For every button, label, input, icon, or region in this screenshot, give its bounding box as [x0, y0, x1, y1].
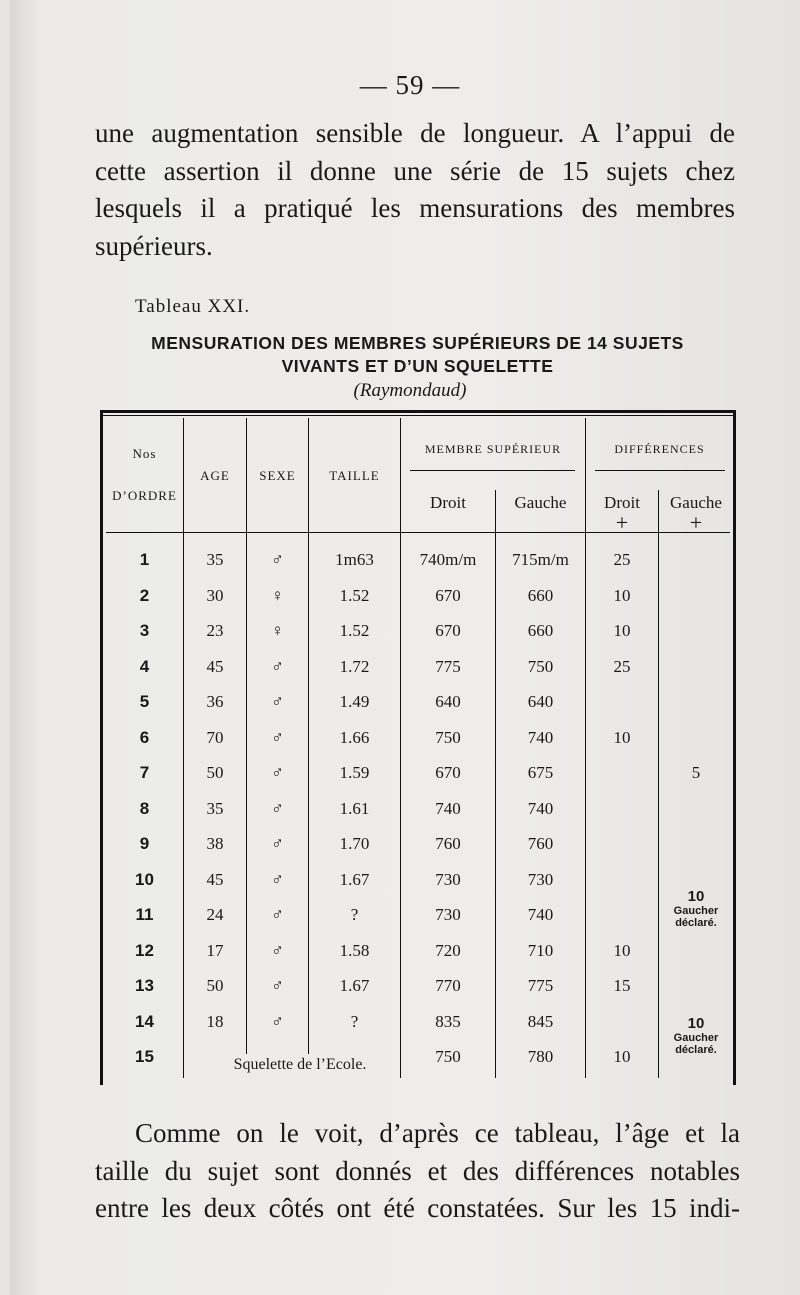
cell-n: 14 — [135, 1011, 154, 1031]
cell-taille: 1.66 — [339, 727, 370, 747]
cell-droit: 670 — [435, 585, 461, 605]
cell-age: 35 — [206, 550, 224, 569]
cell-age: 35 — [206, 798, 224, 818]
cell-n: 15 — [135, 1047, 154, 1066]
cell-gauche: 660 — [527, 621, 554, 640]
measurement-table — [100, 410, 736, 1085]
cell-diff-droit: 10 — [613, 621, 631, 640]
cell-n: 2 — [139, 585, 150, 605]
cell-taille: ? — [350, 905, 359, 924]
cell-sexe: ♂ — [271, 869, 284, 889]
table-top-rule — [100, 410, 736, 413]
cell-n: 11 — [135, 905, 154, 924]
cell-n: 13 — [135, 976, 154, 995]
cell-droit: 740m/m — [419, 550, 477, 569]
cell-gauche: 715m/m — [512, 550, 569, 569]
header-ordre: D’ORDRE — [112, 488, 177, 503]
cell-droit: 670 — [435, 621, 461, 640]
cell-age: 45 — [206, 869, 224, 889]
cell-sexe: ♀ — [271, 585, 284, 605]
header-droit: Droit — [430, 493, 466, 512]
cell-diff-droit: 25 — [613, 656, 631, 676]
cell-diff-droit: 10 — [613, 940, 631, 960]
cell-taille: 1.59 — [339, 763, 370, 782]
cell-droit: 770 — [435, 976, 461, 995]
cell-age: 38 — [206, 834, 224, 853]
cell-age: 36 — [206, 692, 224, 711]
cell-age: 17 — [206, 940, 224, 960]
paragraph-line: entre les deux côtés ont été constatées. Sur les 15 indi- — [95, 1193, 740, 1223]
cell-sexe: ♂ — [271, 763, 284, 782]
table-top-rule-thin — [100, 415, 736, 416]
cell-gauche: 710 — [527, 940, 554, 960]
plus-sign-droit: + — [615, 510, 629, 535]
cell-diff-gauche: 5 — [691, 763, 701, 782]
cell-gauche: 640 — [527, 692, 554, 711]
table-label: Tableau XXI. — [135, 296, 251, 317]
cell-droit: 730 — [435, 869, 461, 889]
squelette-label: Squelette de l’Ecole. — [233, 1056, 367, 1073]
cell-taille: 1.58 — [339, 940, 370, 960]
cell-taille: 1m63 — [335, 550, 374, 569]
cell-sexe: ♂ — [271, 834, 284, 853]
header-sexe: SEXE — [259, 468, 296, 483]
cell-n: 5 — [139, 692, 150, 711]
header-differences: DIFFÉRENCES — [614, 442, 705, 456]
cell-sexe: ♀ — [271, 621, 284, 640]
cell-droit: 750 — [435, 727, 461, 747]
cell-n: 10 — [135, 869, 154, 889]
note-row-11-line2: déclaré. — [675, 917, 717, 929]
cell-taille: 1.52 — [339, 585, 370, 605]
cell-n: 6 — [139, 727, 150, 747]
cell-sexe: ♂ — [271, 798, 284, 818]
cell-gauche: 675 — [527, 763, 554, 782]
paragraph-line: taille du sujet sont donnés et des différences notables — [95, 1155, 740, 1186]
header-membre-superieur: MEMBRE SUPÉRIEUR — [424, 442, 562, 456]
note-row-11-line1: Gaucher — [673, 905, 719, 917]
cell-taille: ? — [350, 1011, 359, 1031]
cell-taille: 1.67 — [339, 976, 370, 995]
note-row-14-value: 10 — [687, 1015, 705, 1032]
cell-age: 30 — [206, 585, 224, 605]
table-title-line-1: MENSURATION DES MEMBRES SUPÉRIEURS DE 14 SUJETS — [151, 333, 684, 353]
cell-age: 23 — [206, 621, 224, 640]
paragraph-line: lesquels il a pratiqué les mensurations des membres — [95, 193, 735, 223]
cell-gauche: 660 — [527, 585, 554, 605]
cell-sexe: ♂ — [271, 550, 284, 569]
cell-age: 18 — [206, 1011, 224, 1031]
cell-diff-droit: 15 — [613, 976, 631, 995]
plus-sign-gauche: + — [689, 510, 703, 535]
cell-n: 12 — [135, 940, 154, 960]
cell-gauche: 730 — [527, 869, 554, 889]
group-brace-membre — [410, 470, 575, 471]
cell-taille: 1.52 — [339, 621, 370, 640]
cell-n: 1 — [139, 550, 150, 569]
cell-age: 45 — [206, 656, 224, 676]
cell-n: 3 — [139, 621, 150, 640]
cell-taille: 1.70 — [339, 834, 370, 853]
table-author: (Raymondaud) — [353, 380, 467, 401]
cell-droit: 720 — [435, 940, 461, 960]
cell-diff-droit: 25 — [613, 550, 631, 569]
cell-gauche: 775 — [527, 976, 554, 995]
cell-droit: 760 — [435, 834, 461, 853]
cell-droit: 775 — [435, 656, 461, 676]
cell-sexe: ♂ — [271, 727, 284, 747]
cell-age: 24 — [206, 905, 224, 924]
cell-sexe: ♂ — [271, 1011, 284, 1031]
cell-taille: 1.49 — [339, 692, 370, 711]
cell-n: 8 — [139, 798, 150, 818]
table-right-rule — [733, 410, 736, 1085]
cell-diff-droit: 10 — [613, 585, 631, 605]
cell-taille: 1.61 — [339, 798, 370, 818]
cell-n: 4 — [139, 656, 150, 676]
cell-sexe: ♂ — [271, 976, 284, 995]
cell-droit: 750 — [435, 1047, 461, 1066]
cell-n: 7 — [139, 763, 150, 782]
cell-sexe: ♂ — [271, 656, 284, 676]
cell-age: 50 — [206, 763, 224, 782]
paragraph-top — [95, 115, 735, 265]
cell-droit: 835 — [435, 1011, 461, 1031]
cell-age: 70 — [206, 727, 224, 747]
header-diff-droit: Droit — [604, 493, 640, 512]
table-title-line-2: VIVANTS ET D’UN SQUELETTE — [281, 356, 554, 376]
cell-taille: 1.67 — [339, 869, 370, 889]
cell-gauche: 845 — [527, 1011, 554, 1031]
paragraph-bottom — [95, 1115, 740, 1228]
paragraph-line: une augmentation sensible de longueur. A l’appui de — [95, 118, 735, 148]
note-row-14-line2: déclaré. — [675, 1044, 717, 1056]
cell-gauche: 760 — [527, 834, 554, 853]
cell-sexe: ♂ — [271, 692, 284, 711]
note-row-14 — [659, 1015, 733, 1056]
cell-sexe: ♂ — [271, 940, 284, 960]
note-row-11-value: 10 — [687, 888, 705, 905]
cell-diff-droit: 10 — [613, 1047, 631, 1066]
cell-gauche: 740 — [527, 798, 554, 818]
cell-droit: 640 — [435, 692, 461, 711]
cell-age: 50 — [206, 976, 224, 995]
header-age: AGE — [200, 468, 230, 483]
paragraph-line: cette assertion il donne une série de 15 sujets chez — [95, 155, 735, 186]
column-rule — [658, 490, 659, 1078]
cell-gauche: 780 — [527, 1047, 554, 1066]
paragraph-line: supérieurs. — [95, 230, 213, 261]
cell-droit: 740 — [435, 798, 461, 818]
cell-droit: 670 — [435, 763, 461, 782]
header-taille: TAILLE — [329, 468, 380, 483]
note-row-11 — [659, 888, 733, 929]
cell-diff-droit: 10 — [613, 727, 631, 747]
note-row-14-line1: Gaucher — [673, 1032, 719, 1044]
page-number: — 59 — — [359, 70, 461, 100]
cell-gauche: 740 — [527, 727, 554, 747]
cell-droit: 730 — [435, 905, 461, 924]
book-page — [10, 0, 800, 1295]
cell-gauche: 750 — [527, 656, 554, 676]
table-left-rule — [100, 410, 103, 1085]
group-brace-differences — [595, 470, 725, 471]
cell-gauche: 740 — [527, 905, 554, 924]
header-nos: Nos — [132, 446, 157, 461]
cell-sexe: ♂ — [271, 905, 284, 924]
cell-taille: 1.72 — [339, 656, 370, 676]
header-diff-gauche: Gauche — [670, 493, 722, 512]
header-gauche: Gauche — [514, 493, 567, 512]
cell-n: 9 — [139, 834, 150, 853]
paragraph-line: Comme on le voit, d’après ce tableau, l’âge et la — [135, 1118, 740, 1148]
